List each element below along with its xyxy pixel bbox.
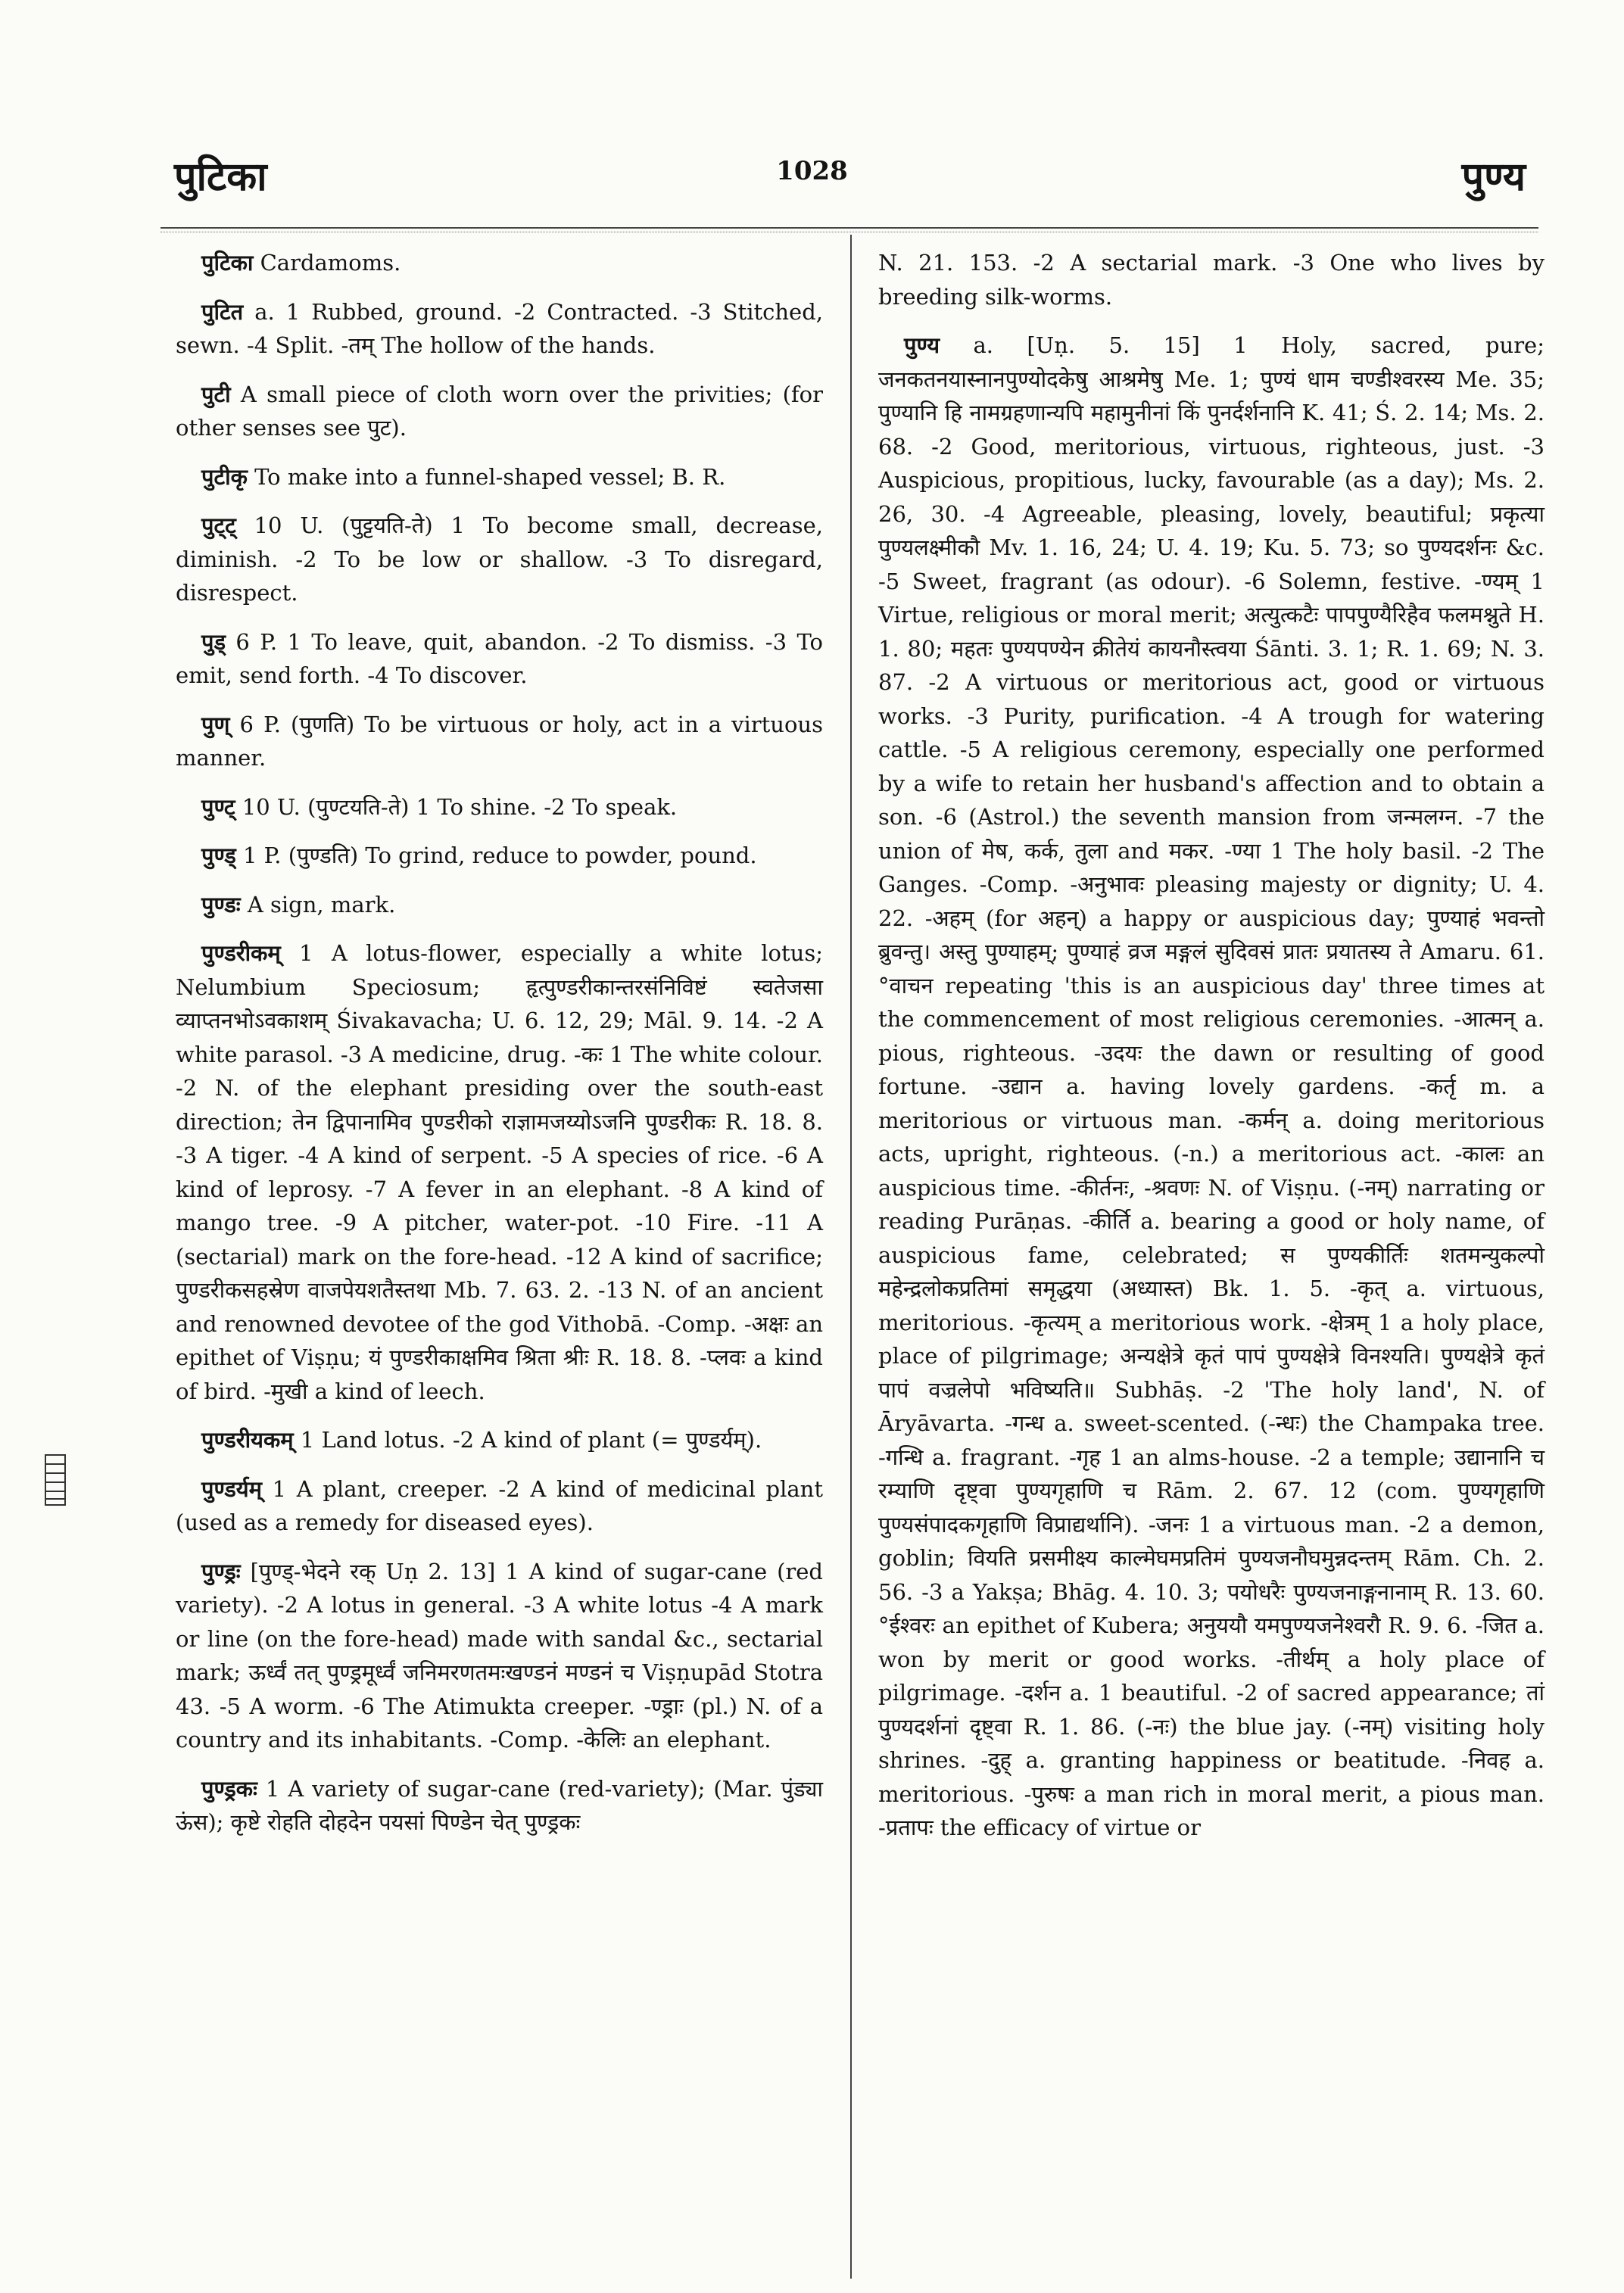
entry [176, 625, 823, 693]
definition: 6 P. 1 To leave, quit, abandon. -2 To dismiss. -3 To emit, send forth. -4 To discover. [176, 628, 823, 688]
definition: 1 A lotus-flower, especially a white lotus; Nelumbium Speciosum; हृत्पुण्डरीकान्तरसंनिविष्टं स्वतेजसा व्याप्तनभोऽवकाशम् Śivakavacha; U. 6. 12, 29; Māl. 9. 14. -2 A white parasol. -3 A medicine, drug. -कः 1 The white colour. -2 N. of the elephant presiding over the south-east direction; तेन द्विपानामिव पुण्डरीको राज्ञामजय्योऽजनि पुण्डरीकः R. 18. 8. -3 A tiger. -4 A kind of serpent. -5 A species of rice. -6 A kind of leprosy. -7 A fever in an elephant. -8 A kind of mango tree. -9 A pitcher, water-pot. -10 Fire. -11 A (sectarial) mark on the fore-head. -12 A kind of sacrifice; पुण्डरीकसहस्रेण वाजपेयशतैस्तथा Mb. 7. 63. 2. -13 N. of an ancient and renowned devotee of the god Vithobā. -Comp. -अक्षः an epithet of Viṣṇu; यं पुण्डरीकाक्षमिव श्रिता श्रीः R. 18. 8. -प्लवः a kind of bird. -मुखी a kind of leech. [176, 940, 823, 1404]
headword: पुण्ट् [201, 793, 235, 820]
margin-mark-icon [44, 1453, 67, 1506]
definition: 10 U. (पुट्टयति-ते) 1 To become small, decrease, diminish. -2 To be low or shallow. -3 To disregard, disrespect. [176, 512, 823, 606]
headword: पुण्डर्यम् [201, 1475, 262, 1502]
entry [176, 1555, 823, 1757]
definition: A small piece of cloth worn over the privities; (for other senses see पुट). [176, 381, 823, 441]
column-divider [850, 235, 852, 2279]
entry [176, 708, 823, 775]
definition: N. 21. 153. -2 A sectarial mark. -3 One who lives by breeding silk-worms. [878, 250, 1545, 310]
headword: पुटित [201, 298, 244, 325]
definition: A sign, mark. [240, 891, 396, 918]
header-rule [161, 227, 1538, 229]
header-left-word: पुटिका [174, 154, 267, 200]
entry [176, 460, 823, 494]
headword: पुण्ड् [201, 843, 236, 868]
definition: a. 1 Rubbed, ground. -2 Contracted. -3 Stitched, sewn. -4 Split. -तम् The hollow of the hands. [176, 298, 823, 358]
headword: पुण्डरीकम् [201, 940, 281, 966]
headword: पुटीकृ [201, 463, 248, 490]
entry [176, 246, 823, 280]
headword: पुण्य [904, 332, 940, 358]
headword: पुण् [201, 711, 230, 737]
definition: 6 P. (पुणति) To be virtuous or holy, act in a virtuous manner. [176, 711, 823, 771]
headword: पुण्ड्रः [201, 1558, 241, 1584]
entry [176, 936, 823, 1408]
definition: [पुण्ड्-भेदने रक् Uṇ 2. 13] 1 A kind of sugar-cane (red variety). -2 A lotus in general. -3 A white lotus -4 A mark or line (on the fore-head) made with sandal &c., sectarial mark; ऊर्ध्वं तत् पुण्ड्रमूर्ध्वं जनिमरणतमःखण्डनं मण्डनं च Viṣṇupād Stotra 43. -5 A worm. -6 The Atimukta creeper. -ण्ड्राः (pl.) N. of a country and its inhabitants. -Comp. -केलिः an elephant. [176, 1558, 823, 1752]
definition: 1 P. (पुण्डति) To grind, reduce to powder, pound. [235, 843, 757, 868]
entry [176, 378, 823, 445]
headword: पुटिका [201, 250, 254, 276]
headword: पुट्ट् [201, 512, 236, 538]
entry-continuation [878, 246, 1545, 313]
entry [176, 839, 823, 873]
right-column [878, 246, 1545, 1860]
headword: पुण्ड्रकः [201, 1775, 257, 1802]
entry [176, 509, 823, 610]
entry [176, 888, 823, 922]
entry [176, 1472, 823, 1540]
left-column [176, 246, 823, 1855]
definition: 1 Land lotus. -2 A kind of plant (= पुण्डर्यम्). [293, 1427, 762, 1453]
entry [176, 790, 823, 824]
definition: a. [Uṇ. 5. 15] 1 Holy, sacred, pure; जनकतनयास्नानपुण्योदकेषु आश्रमेषु Me. 1; पुण्यं धाम चण्डीश्वरस्य Me. 35; पुण्यानि हि नामग्रहणान्यपि महामुनीनां किं पुनर्दर्शनानि K. 41; Ś. 2. 14; Ms. 2. 68. -2 Good, meritorious, virtuous, righteous, just. -3 Auspicious, propitious, lucky, favourable (as a day); Ms. 2. 26, 30. -4 Agreeable, pleasing, lovely, beautiful; प्रकृत्या पुण्यलक्ष्मीकौ Mv. 1. 16, 24; U. 4. 19; Ku. 5. 73; so पुण्यदर्शनः &c. -5 Sweet, fragrant (as odour). -6 Solemn, festive. -ण्यम् 1 Virtue, religious or moral merit; अत्युत्कटैः पापपुण्यैरिहैव फलमश्नुते H. 1. 80; महतः पुण्यपण्येन क्रीतेयं कायनौस्त्वया Śānti. 3. 1; R. 1. 69; N. 3. 87. -2 A virtuous or meritorious act, good or virtuous works. -3 Purity, purification. -4 A trough for watering cattle. -5 A religious ceremony, especially one performed by a wife to retain her husband's affection and to obtain a son. -6 (Astrol.) the seventh mansion from जन्मलग्न. -7 the union of मेष, कर्क, तुला and मकर. -ण्या 1 The holy basil. -2 The Ganges. -Comp. -अनुभावः pleasing majesty or dignity; U. 4. 22. -अहम् (for अहन्) a happy or auspicious day; पुण्याहं भवन्तो ब्रुवन्तु। अस्तु पुण्याहम्; पुण्याहं व्रज मङ्गलं सुदिवसं प्रातः प्रयातस्य ते Amaru. 61. °वाचन repeating 'this is an auspicious day' three times at the commencement of most religious ceremonies. -आत्मन् a. pious, righteous. -उदयः the dawn or resulting of good fortune. -उद्यान a. having lovely gardens. -कर्तृ m. a meritorious or virtuous man. -कर्मन् a. doing meritorious acts, upright, righteous. (-n.) a meritorious act. -कालः an auspicious time. -कीर्तनः, -श्रवणः N. of Viṣṇu. (-नम्) narrating or reading Purāṇas. -कीर्ति a. bearing a good or holy name, of auspicious fame, celebrated; स पुण्यकीर्तिः शतमन्युकल्पो महेन्द्रलोकप्रतिमां समृद्धया (अध्यास्त) Bk. 1. 5. -कृत् a. virtuous, meritorious. -कृत्यम् a meritorious work. -क्षेत्रम् 1 a holy place, place of pilgrimage; अन्यक्षेत्रे कृतं पापं पुण्यक्षेत्रे विनश्यति। पुण्यक्षेत्रे कृतं पापं वज्रलेपो भविष्यति॥ Subhāṣ. -2 'The holy land', N. of Āryāvarta. -गन्ध a. sweet-scented. (-न्धः) the Champaka tree. -गन्धि a. fragrant. -गृह 1 an alms-house. -2 a temple; उद्यानानि च रम्याणि दृष्ट्वा पुण्यगृहाणि च Rām. 2. 67. 12 (com. पुण्यगृहाणि पुण्यसंपादकगृहाणि विप्राद्यर्थानि). -जनः 1 a virtuous man. -2 a demon, goblin; वियति प्रसमीक्ष्य काल्मेघमप्रतिमं पुण्यजनौघमुन्नदन्तम् Rām. Ch. 2. 56. -3 a Yakṣa; Bhāg. 4. 10. 3; पयोधरैः पुण्यजनाङ्गनानाम् R. 13. 60. °ईश्वरः an epithet of Kubera; अनुययौ यमपुण्यजनेश्वरौ R. 9. 6. -जित a. won by merit or good works. -तीर्थम् a holy place of pilgrimage. -दर्शन a. 1 beautiful. -2 of sacred appearance; तां पुण्यदर्शनां दृष्ट्वा R. 1. 86. (-नः) the blue jay. (-नम्) visiting holy shrines. -दुह् a. granting happiness or beatitude. -निवह a. meritorious. -पुरुषः a man rich in moral merit, a pious man. -प्रतापः the efficacy of virtue or [878, 332, 1545, 1840]
entry [176, 1772, 823, 1840]
header-right-word: पुण्य [1461, 154, 1526, 200]
definition: 1 A plant, creeper. -2 A kind of medicinal plant (used as a remedy for diseased eyes). [176, 1475, 823, 1535]
entry [176, 295, 823, 363]
headword: पुण्डरीयकम् [201, 1427, 294, 1453]
definition: 10 U. (पुण्टयति-ते) 1 To shine. -2 To speak. [235, 793, 678, 820]
headword: पुड् [201, 628, 226, 655]
definition: 1 A variety of sugar-cane (red-variety); (Mar. पुंड्या ऊंस); कृष्टे रोहति दोहदेन पयसां पिण्डेन चेत् पुण्ड्रकः [176, 1775, 823, 1835]
definition: Cardamoms. [253, 250, 401, 276]
page-number: 1028 [776, 156, 848, 186]
definition: To make into a funnel-shaped vessel; B. R. [247, 463, 726, 490]
headword: पुटी [201, 381, 231, 407]
entry [878, 329, 1545, 1845]
entry [176, 1423, 823, 1457]
headword: पुण्डः [201, 891, 241, 918]
